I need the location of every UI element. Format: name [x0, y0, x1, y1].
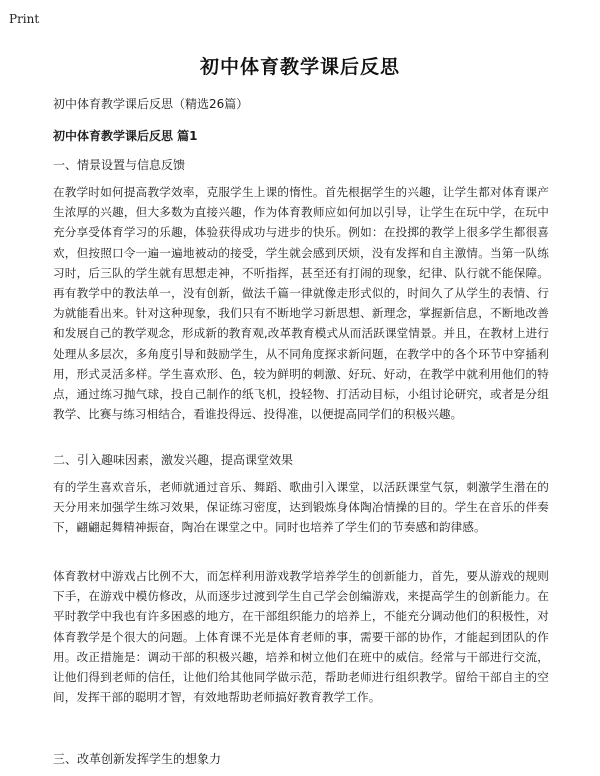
heading-1: 一、情景设置与信息反馈: [53, 158, 186, 172]
heading-3: 三、改革创新发挥学生的想象力: [53, 752, 222, 766]
paragraph-1: 在教学时如何提高教学效率，克服学生上课的惰性。首先根据学生的兴趣，让学生都对体育课产生浓厚的兴趣，但大多数为直接兴趣，作为体育教师应如何加以引导，让学生在玩中学，在玩中充分享受体育学习的乐趣，体验获得成功与进步的快乐。例如：在投掷的教学上很多学生都很喜欢，但按照口令一遍一遍地被动的接受，学生就会感到厌烦，没有发挥和自主激情。当第一队练习时，后三队的学生就有思想走神，不听指挥，甚至还有打闹的现象，纪律、队行就不能保障。再有教学中的教法单一，没有创新，做法千篇一律就像走形式似的，时间久了从学生的表情、行为就能看出来。针对这种现象，我们只有不断地学习新思想、新理念，掌握新信息，不断地改善和发展自己的教学观念，形成新的教育观,改革教育模式从而活跃课堂情景。并且，在教材上进行处理从多层次，多角度引导和鼓励学生，从不同角度探求新问题，在教学中的各个环节中穿插利用，形式灵活多样。学生喜欢形、色，较为鲜明的刺激、好玩、好动，在教学中就利用他们的特点，通过练习抛气球，投自己制作的纸飞机，投轻物、打活动目标，小组讨论研究，或者是分组教学、比赛与练习相结合，看谁投得远、投得准，以便提高同学们的积极兴趣。: [53, 185, 549, 422]
paragraph-3: 体育教材中游戏占比例不大，而怎样利用游戏教学培养学生的创新能力，首先，要从游戏的规则下手，在游戏中模仿修改，从而逐步过渡到学生自己学会创编游戏，来提高学生的创新能力。在平时教学中我也有许多困惑的地方，在干部组织能力的培养上，不能充分调动他们的积极性，对体育教学是个很大的问题。上体育课不光是体育老师的事，需要干部的协作，才能起到团队的作用。改正措施是：调动干部的积极兴趣，培养和树立他们在班中的威信。经常与干部进行交流，让他们得到老师的信任，让他们给其他同学做示范，帮助老师进行组织教学。留给干部自主的空间，发挥干部的聪明才智，有效地帮助老师搞好教育教学工作。: [53, 569, 549, 705]
document-subtitle: 初中体育教学课后反思（精选26篇）: [53, 97, 249, 111]
print-link[interactable]: Print: [9, 12, 40, 26]
heading-2: 二、引入趣味因素，激发兴趣，提高课堂效果: [53, 453, 294, 467]
section-title: 初中体育教学课后反思 篇1: [53, 129, 198, 143]
paragraph-2: 有的学生喜欢音乐，老师就通过音乐、舞蹈、歌曲引入课堂，以活跃课堂气氛，刺激学生潜在的天分用来加强学生练习效果，保证练习密度，达到锻炼身体陶冶情操的目的。学生在音乐的伴奏下，翩翩起舞精神振奋，陶冶在课堂之中。同时也培养了学生们的节奏感和韵律感。: [53, 480, 549, 535]
page-title: 初中体育教学课后反思: [199, 56, 400, 78]
